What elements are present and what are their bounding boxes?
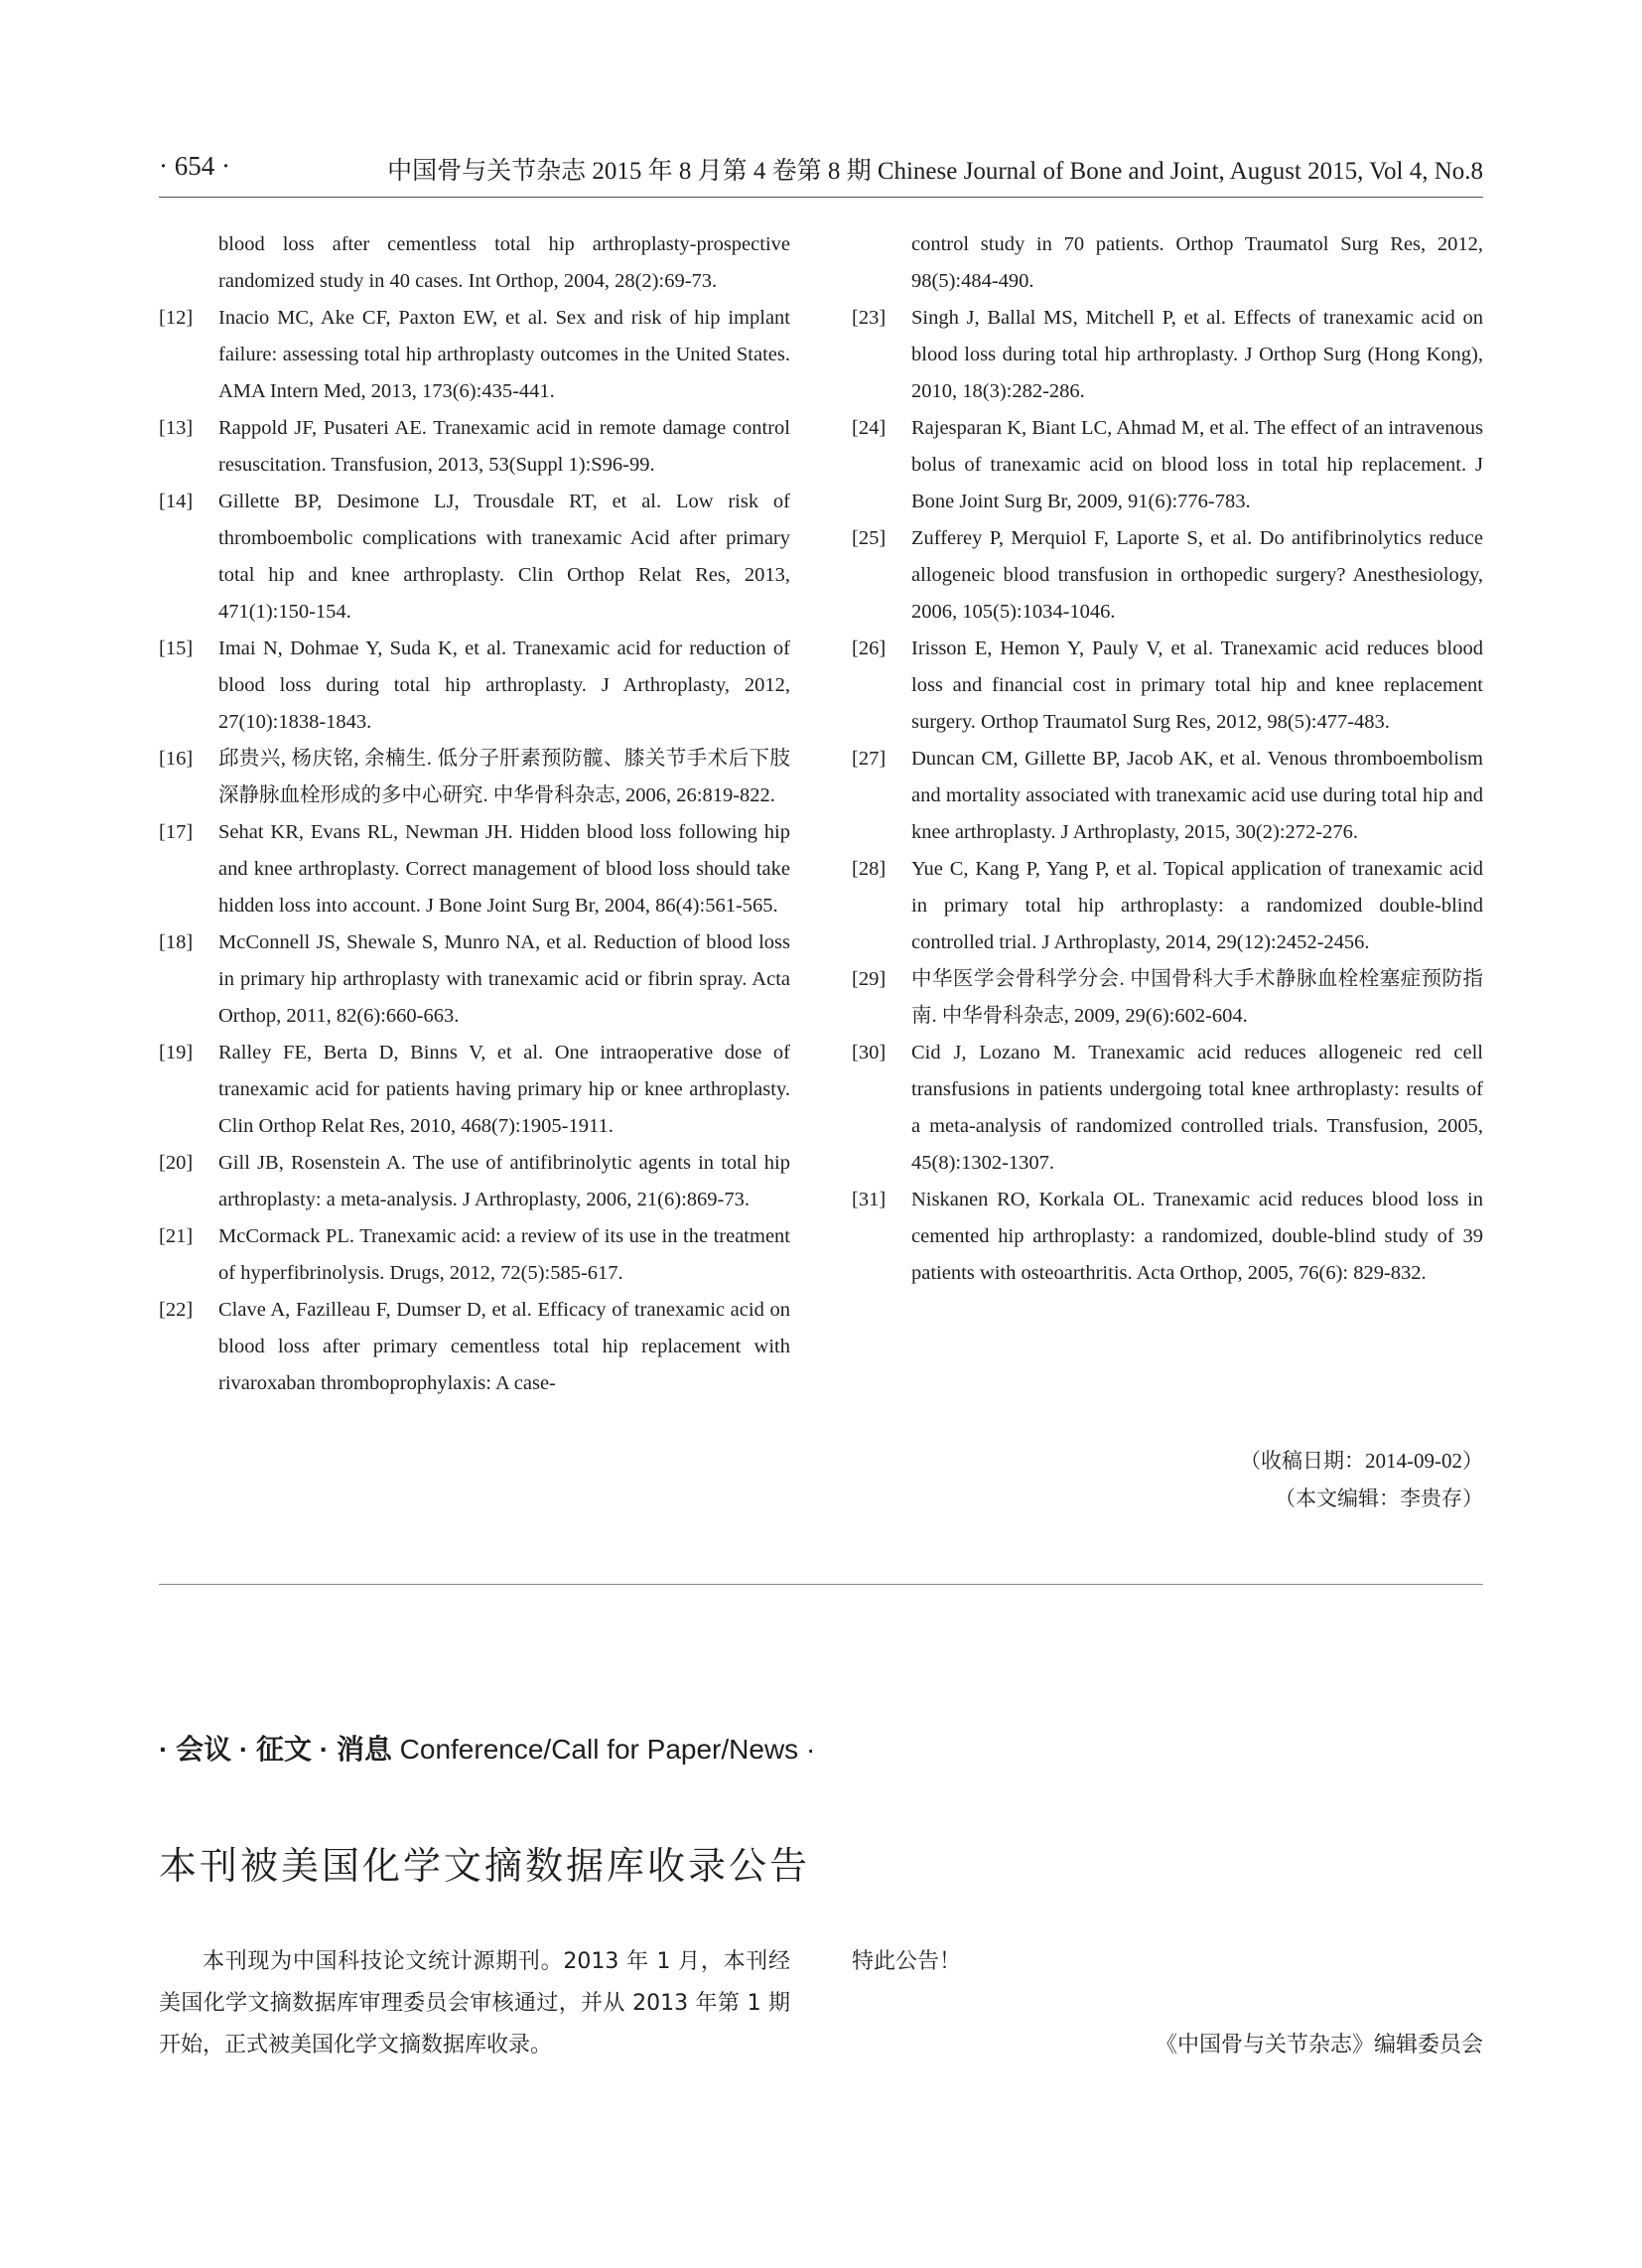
reference-number: [26] [852, 638, 887, 659]
received-info [852, 1442, 1483, 1517]
reference-text: 邱贵兴, 杨庆铭, 余楠生. 低分子肝素预防髋、膝关节手术后下肢深静脉血栓形成的多中心研究. 中华骨科杂志, 2006, 26:819-822. [218, 748, 790, 806]
reference-number: [16] [159, 748, 194, 770]
header-rule [159, 197, 1483, 198]
reference-item [159, 1292, 790, 1402]
running-head: 中国骨与关节杂志 2015 年 8 月第 4 卷第 8 期 Chinese Journal of Bone and Joint, August 2015, Vol 4, No.8 [387, 158, 1483, 185]
reference-number: [24] [852, 417, 887, 439]
references-left-column [159, 226, 790, 1402]
reference-item [159, 410, 790, 484]
reference-item [159, 814, 790, 924]
reference-item [852, 520, 1483, 631]
reference-item [159, 631, 790, 741]
reference-number: [25] [852, 527, 887, 549]
reference-text: McCormack PL. Tranexamic acid: a review of its use in the treatment of hyperfibrinolysis. Drugs, 2012, 72(5):585-617. [218, 1225, 790, 1284]
reference-item [852, 410, 1483, 520]
reference-item [852, 300, 1483, 410]
reference-number: [20] [159, 1152, 194, 1174]
reference-number: [15] [159, 638, 194, 659]
reference-text: Rappold JF, Pusateri AE. Tranexamic acid in remote damage control resuscitation. Transfusion, 2013, 53(Suppl 1):S96-99. [218, 417, 790, 476]
reference-text: Cid J, Lozano M. Tranexamic acid reduces allogeneic red cell transfusions in patients undergoing total knee arthroplasty: results of a meta-analysis of randomized controlled trials. Transfusion, 2005, 45(8):1302-1307. [911, 1042, 1483, 1174]
reference-number: [27] [852, 748, 887, 770]
notice-closing [852, 1941, 1483, 2066]
reference-text: Zufferey P, Merquiol F, Laporte S, et al. Do antifibrinolytics reduce allogeneic blood transfusion in orthopedic surgery? Anesthesiology, 2006, 105(5):1034-1046. [911, 527, 1483, 623]
reference-item [852, 1035, 1483, 1182]
reference-text: Imai N, Dohmae Y, Suda K, et al. Tranexamic acid for reduction of blood loss during total hip arthroplasty. J Arthroplasty, 2012, 27(10):1838-1843. [218, 638, 790, 733]
reference-text: Ralley FE, Berta D, Binns V, et al. One intraoperative dose of tranexamic acid for patients having primary hip or knee arthroplasty. Clin Orthop Relat Res, 2010, 468(7):1905-1911. [218, 1042, 790, 1137]
page-header [159, 151, 1483, 191]
reference-text: Irisson E, Hemon Y, Pauly V, et al. Tranexamic acid reduces blood loss and financial cost in primary total hip and knee replacement surgery. Orthop Traumatol Surg Res, 2012, 98(5):477-483. [911, 638, 1483, 733]
reference-text: Clave A, Fazilleau F, Dumser D, et al. Efficacy of tranexamic acid on blood loss after primary cementless total hip replacement with rivaroxaban thromboprophylaxis: A case- [218, 1299, 790, 1394]
reference-number: [18] [159, 931, 194, 953]
reference-item [159, 1145, 790, 1218]
reference-text: Rajesparan K, Biant LC, Ahmad M, et al. The effect of an intravenous bolus of tranexamic acid on blood loss in total hip replacement. J Bone Joint Surg Br, 2009, 91(6):776-783. [911, 417, 1483, 512]
reference-item [159, 300, 790, 410]
reference-number: [12] [159, 307, 194, 329]
reference-text: Yue C, Kang P, Yang P, et al. Topical application of tranexamic acid in primary total hip arthroplasty: a randomized double-blind controlled trial. J Arthroplasty, 2014, 29(12):2452-2456. [911, 858, 1483, 953]
reference-item [852, 631, 1483, 741]
reference-number: [31] [852, 1189, 887, 1210]
article-editor: （本文编辑：李贵存） [1275, 1487, 1483, 1510]
notice-announce: 特此公告！ [852, 1949, 962, 1974]
reference-text: Singh J, Ballal MS, Mitchell P, et al. Effects of tranexamic acid on blood loss during total hip arthroplasty. J Orthop Surg (Hong Kong), 2010, 18(3):282-286. [911, 307, 1483, 402]
reference-text: blood loss after cementless total hip arthroplasty-prospective randomized study in 40 cases. Int Orthop, 2004, 28(2):69-73. [218, 233, 790, 292]
reference-text: 中华医学会骨科学分会. 中国骨科大手术静脉血栓栓塞症预防指南. 中华骨科杂志, 2009, 29(6):602-604. [911, 968, 1483, 1027]
reference-item [159, 1218, 790, 1292]
reference-item [852, 851, 1483, 961]
section-divider [159, 1584, 1483, 1585]
reference-text: McConnell JS, Shewale S, Munro NA, et al. Reduction of blood loss in primary hip arthroplasty with tranexamic acid or fibrin spray. Acta Orthop, 2011, 82(6):660-663. [218, 931, 790, 1027]
received-date: （收稿日期：2014-09-02） [1240, 1449, 1483, 1473]
notice-body [159, 1941, 790, 2066]
reference-item [159, 924, 790, 1035]
reference-number: [21] [159, 1225, 194, 1247]
notice-signature: 《中国骨与关节杂志》编辑委员会 [1155, 2033, 1483, 2057]
news-label-en: Conference/Call for Paper/News · [391, 1734, 816, 1765]
reference-item [852, 961, 1483, 1035]
page-number: · 654 · [159, 151, 230, 181]
reference-item [159, 741, 790, 814]
reference-number: [13] [159, 417, 194, 439]
references-right-column [852, 226, 1483, 1292]
reference-item [159, 1035, 790, 1145]
reference-item [852, 741, 1483, 851]
reference-continuation [852, 226, 1483, 300]
reference-number: [29] [852, 968, 887, 990]
reference-number: [28] [852, 858, 887, 880]
reference-item [159, 484, 790, 631]
reference-text: Inacio MC, Ake CF, Paxton EW, et al. Sex and risk of hip implant failure: assessing total hip arthroplasty outcomes in the United States. AMA Intern Med, 2013, 173(6):435-441. [218, 307, 790, 402]
reference-text: control study in 70 patients. Orthop Traumatol Surg Res, 2012, 98(5):484-490. [911, 233, 1483, 292]
notice-paragraph: 本刊现为中国科技论文统计源期刊。2013 年 1 月，本刊经美国化学文摘数据库审理委员会审核通过，并从 2013 年第 1 期开始，正式被美国化学文摘数据库收录。 [159, 1949, 790, 2057]
reference-text: Niskanen RO, Korkala OL. Tranexamic acid reduces blood loss in cemented hip arthroplasty: a randomized, double-blind study of 39 patients with osteoarthritis. Acta Orthop, 2005, 76(6): 829-832. [911, 1189, 1483, 1284]
news-label-cn: · 会议 · 征文 · 消息 [159, 1734, 392, 1765]
reference-number: [17] [159, 821, 194, 843]
reference-item [852, 1182, 1483, 1292]
reference-number: [30] [852, 1042, 887, 1063]
reference-text: Gill JB, Rosenstein A. The use of antifibrinolytic agents in total hip arthroplasty: a meta-analysis. J Arthroplasty, 2006, 21(6):869-73. [218, 1152, 790, 1210]
reference-text: Gillette BP, Desimone LJ, Trousdale RT, et al. Low risk of thromboembolic complications with tranexamic Acid after primary total hip and knee arthroplasty. Clin Orthop Relat Res, 2013, 471(1):150-154. [218, 491, 790, 623]
reference-text: Duncan CM, Gillette BP, Jacob AK, et al. Venous thromboembolism and mortality associated with tranexamic acid use during total hip and knee arthroplasty. J Arthroplasty, 2015, 30(2):272-276. [911, 748, 1483, 843]
reference-number: [14] [159, 491, 194, 512]
reference-number: [22] [159, 1299, 194, 1321]
notice-title: 本刊被美国化学文摘数据库收录公告 [159, 1844, 811, 1888]
news-section-label [159, 1728, 815, 1768]
reference-text: Sehat KR, Evans RL, Newman JH. Hidden blood loss following hip and knee arthroplasty. Correct management of blood loss should take hidden loss into account. J Bone Joint Surg Br, 2004, 86(4):561-565. [218, 821, 790, 917]
reference-continuation [159, 226, 790, 300]
reference-number: [23] [852, 307, 887, 329]
reference-number: [19] [159, 1042, 194, 1063]
